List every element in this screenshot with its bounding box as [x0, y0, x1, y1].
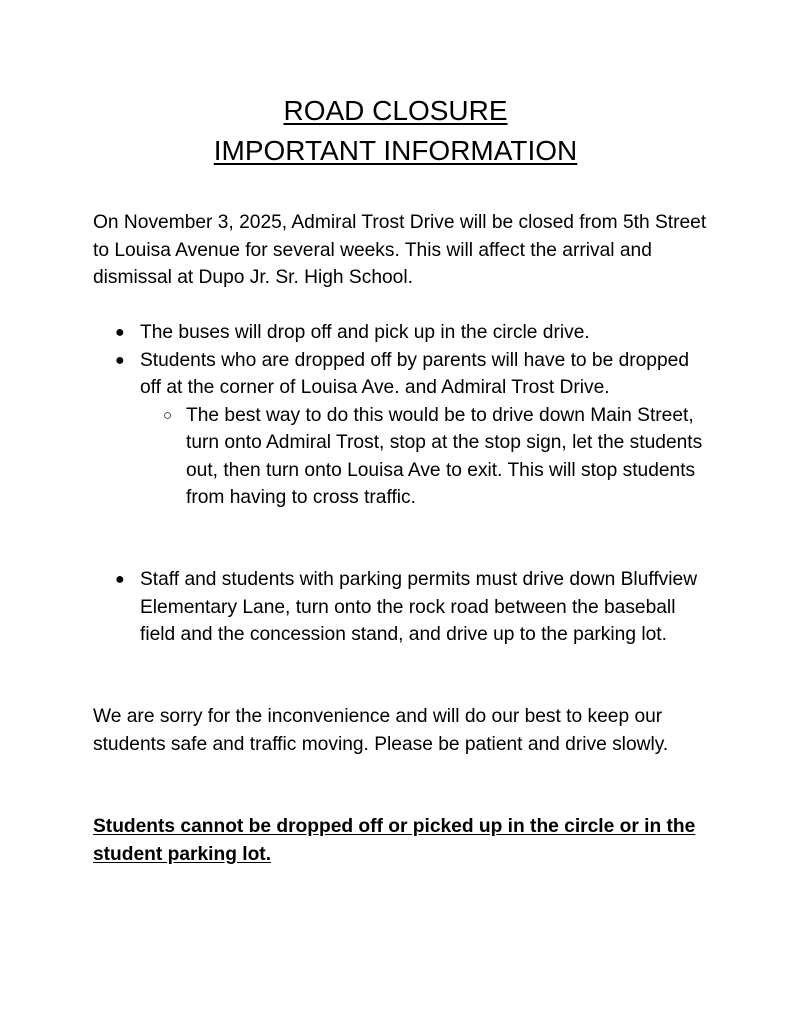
filled-bullet-icon: ●	[115, 351, 125, 369]
title-line-1: ROAD CLOSURE	[283, 95, 508, 126]
list-item	[93, 347, 713, 402]
list-item-text: The buses will drop off and pick up in the circle drive.	[140, 322, 590, 343]
list-item	[93, 319, 713, 347]
sub-list-item-text: The best way to do this would be to drive down Main Street, turn onto Admiral Trost, stop at the stop sign, let the students out, then turn onto Louisa Ave to exit. This will stop students from having to cross traffic.	[186, 404, 703, 508]
bullet-list-continued	[93, 566, 713, 649]
important-notice: Students cannot be dropped off or picked up in the circle or in the student parking lot.	[93, 816, 696, 865]
bullet-list	[93, 319, 713, 512]
sub-list-item	[93, 402, 713, 512]
filled-bullet-icon: ●	[115, 324, 125, 341]
list-item	[93, 566, 713, 649]
closing-paragraph: We are sorry for the inconvenience and will do our best to keep our students safe and traffic moving. Please be patient and drive slowly.	[93, 706, 669, 755]
hollow-bullet-icon: ○	[163, 406, 173, 424]
title-line-2: IMPORTANT INFORMATION	[213, 135, 578, 166]
list-item-text: Staff and students with parking permits must drive down Bluffview Elementary Lane, turn onto the rock road between the baseball field and the concession stand, and drive up to the parking lot.	[140, 569, 698, 645]
intro-paragraph: On November 3, 2025, Admiral Trost Drive will be closed from 5th Street to Louisa Avenue for several weeks. This will affect the arrival and dismissal at Dupo Jr. Sr. High School.	[93, 212, 707, 288]
list-item-text: Students who are dropped off by parents will have to be dropped off at the corner of Louisa Ave. and Admiral Trost Drive.	[140, 349, 689, 398]
filled-bullet-icon: ●	[115, 571, 125, 588]
